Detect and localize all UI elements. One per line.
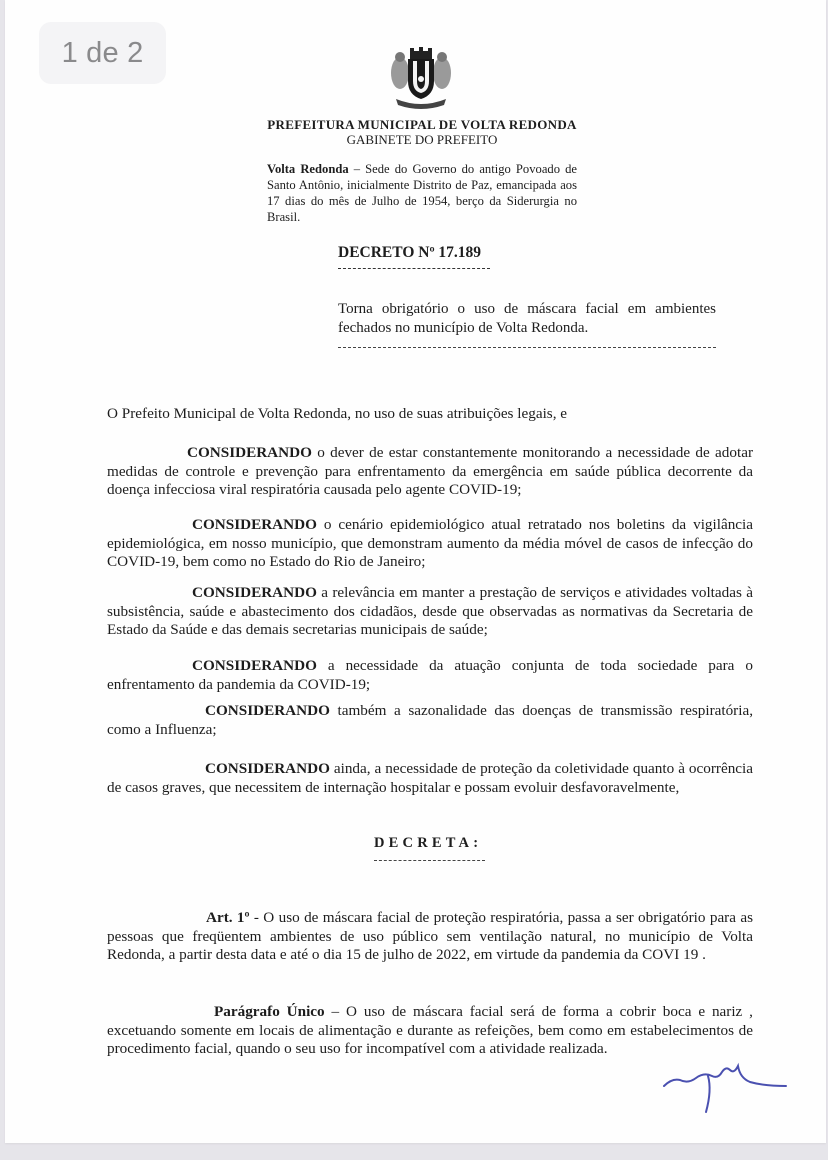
title-divider — [338, 268, 490, 269]
motto-text: – Sede do Governo do antigo Povoado de Santo Antônio, inicialmente Distrito de Paz, emancipada aos 17 dias do mês de Julho de 1954, berço da Siderurgia no Brasil. — [267, 162, 577, 224]
consideration-text: o cenário epidemiológico atual retratado nos boletins da vigilância epidemiológica, em nosso município, que demonstram aumento da média móvel de casos de infecção do COVID-19, bem como no Estado do Rio de Janeiro; — [107, 516, 753, 570]
decreta-heading: DECRETA: — [374, 835, 483, 851]
consideration-keyword: CONSIDERANDO — [187, 444, 312, 461]
decree-title: DECRETO Nº 17.189 — [338, 244, 482, 261]
consideration-text: a relevância em manter a prestação de serviços e atividades voltadas à subsistência, saúde e abastecimento dos cidadãos, desde que observadas as normativas da Secretaria de Estado da Saúde e das demais secretarias municipais de saúde; — [107, 584, 753, 638]
article-text: - O uso de máscara facial de proteção respiratória, passa a ser obrigatório para as pessoas que freqüentem ambientes de uso público sem ventilação natural, no município de Volta Redonda, a partir desta data e até o dia 15 de julho de 2022, em virtude da pandemia da COVI 19 . — [107, 909, 753, 963]
sole-paragraph — [107, 1003, 753, 1059]
organization-name: PREFEITURA MUNICIPAL DE VOLTA REDONDA — [267, 117, 577, 132]
department-name: GABINETE DO PREFEITO — [346, 132, 498, 147]
consideration-5 — [107, 702, 753, 739]
consideration-text: ainda, a necessidade de proteção da coletividade quanto à ocorrência de casos graves, que necessitem de internação hospitalar e possam evoluir desfavoravelmente, — [107, 760, 753, 796]
paragraph-label: Parágrafo Único — [214, 1003, 325, 1020]
consideration-2 — [107, 516, 753, 572]
decree-summary: Torna obrigatório o uso de máscara facial em ambientes fechados no município de Volta Redonda. — [338, 301, 716, 336]
consideration-keyword: CONSIDERANDO — [192, 584, 317, 601]
consideration-keyword: CONSIDERANDO — [192, 657, 317, 674]
page-indicator-label: 1 de 2 — [61, 36, 144, 69]
preamble: O Prefeito Municipal de Volta Redonda, no uso de suas atribuições legais, e — [107, 405, 568, 422]
consideration-keyword: CONSIDERANDO — [205, 702, 330, 719]
motto-city-name: Volta Redonda — [267, 162, 349, 176]
consideration-text: também a sazonalidade das doenças de transmissão respiratória, como a Influenza; — [107, 702, 753, 738]
signature-icon — [660, 1060, 790, 1120]
paragraph-text: – O uso de máscara facial será de forma a cobrir boca e nariz , excetuando somente em locais de alimentação e durante as refeições, bem como em estabelecimentos de procedimento facial, quando o seu uso for incompatível com a atividade realizada. — [107, 1003, 753, 1057]
summary-divider — [338, 347, 716, 348]
consideration-4 — [107, 657, 753, 694]
consideration-keyword: CONSIDERANDO — [205, 760, 330, 777]
municipal-coat-of-arms-icon — [388, 45, 454, 111]
decreta-divider — [374, 860, 485, 861]
consideration-text: o dever de estar constantemente monitorando a necessidade de adotar medidas de controle e prevenção para enfrentamento da emergência em saúde pública decorrente da doença infecciosa viral respiratória causada pelo agente COVID-19; — [107, 444, 753, 498]
consideration-text: a necessidade da atuação conjunta de toda sociedade para o enfrentamento da pandemia da COVID-19; — [107, 657, 753, 693]
city-motto — [267, 161, 577, 225]
consideration-1 — [107, 444, 753, 500]
consideration-6 — [107, 760, 753, 797]
page-indicator — [39, 22, 166, 84]
consideration-keyword: CONSIDERANDO — [192, 516, 317, 533]
article-label: Art. 1º — [206, 909, 250, 926]
article-1 — [107, 909, 753, 965]
consideration-3 — [107, 584, 753, 640]
